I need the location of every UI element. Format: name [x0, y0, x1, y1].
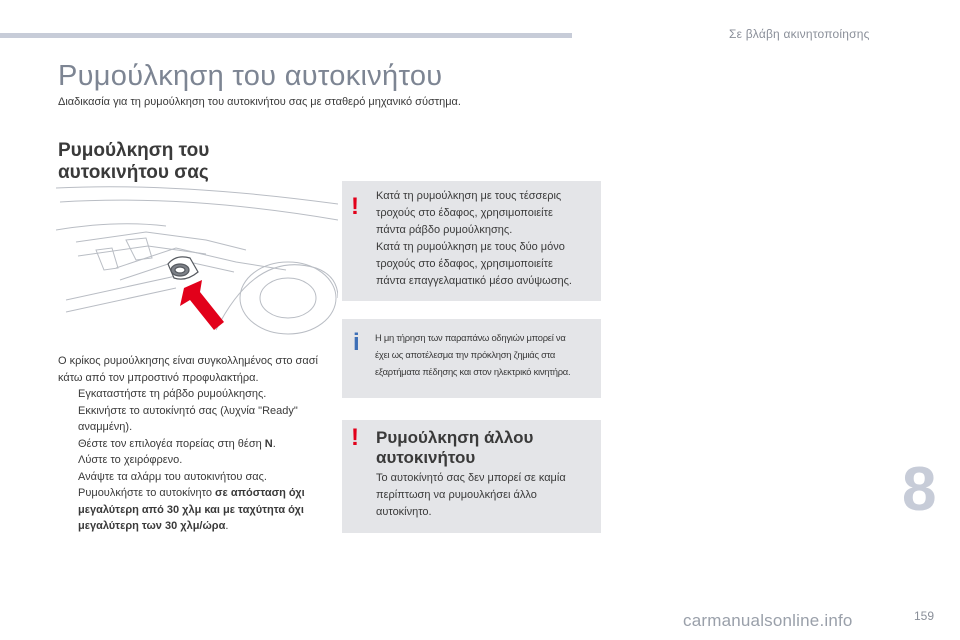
header-rule	[0, 33, 572, 38]
warning-icon: !	[351, 193, 359, 220]
info-icon: i	[353, 329, 360, 356]
bumper-line-2	[60, 200, 338, 220]
wheel-outline	[240, 262, 336, 334]
info-text: Η μη τήρηση των παραπάνω οδηγιών μπορεί να έχει ως αποτέλεσμα την πρόκληση ζημιάς στα εξαρτήματα πέδησης και στον ηλεκτρικό κινητήρα.	[375, 332, 571, 377]
section-header: Σε βλάβη ακινητοποίησης	[729, 27, 870, 41]
warning-box-tow-other-vehicle	[342, 420, 601, 533]
bumper-line-3	[56, 224, 166, 230]
bumper-line-1	[56, 187, 338, 204]
wheel-arch	[216, 265, 338, 330]
section-heading-other-vehicle: Ρυμούλκηση άλλου αυτοκινήτου	[376, 428, 534, 467]
gear-position: N	[264, 437, 273, 450]
page-number: 159	[914, 609, 935, 623]
towing-instructions	[58, 353, 343, 535]
page-subtitle: Διαδικασία για τη ρυμούλκηση του αυτοκινήτου σας με σταθερό μηχανικό σύστημα.	[58, 96, 461, 108]
warning-text: Κατά τη ρυμούλκηση με τους τέσσερις τροχούς στο έδαφος, χρησιμοποιείτε πάντα ράβδο ρυμούλκησης. Κατά τη ρυμούλκηση με τους δύο μόνο τροχούς στο έδαφος, χρησιμοποιείτε πάντα επαγγελαματικό μέσο ανύψωσης.	[376, 190, 572, 287]
info-box-damage	[342, 319, 601, 398]
list-item: Εγκαταστήστε τη ράβδο ρυμούλκησης.	[78, 388, 267, 400]
pointer-arrow	[180, 280, 224, 330]
list-item: Εκκινήστε το αυτοκίνητό σας (λυχνία "Ready" αναμμένη).	[78, 404, 298, 433]
warning-box-towing-method	[342, 181, 601, 301]
list-item: Ανάψτε τα αλάρμ του αυτοκινήτου σας.	[78, 470, 267, 483]
page-title: Ρυμούλκηση του αυτοκινήτου	[58, 60, 443, 92]
list-item: Ρυμουλκήστε το αυτοκίνητο σε απόσταση όχι μεγαλύτερη από 30 χλμ και με ταχύτητα όχι μεγαλύτερη των 30 χλμ/ώρα.	[78, 487, 305, 532]
towing-eye	[168, 257, 198, 279]
list-item: Θέστε τον επιλογέα πορείας στη θέση N.	[78, 437, 276, 450]
warning-icon: !	[351, 424, 359, 451]
wheel-inner	[260, 278, 316, 318]
section-heading-own-vehicle: Ρυμούλκηση του αυτοκινήτου σας	[58, 140, 210, 183]
cross-member-2	[66, 288, 176, 312]
other-vehicle-text: Το αυτοκίνητό σας δεν μπορεί σε καμία περίπτωση να ρυμουλκήσει άλλο αυτοκίνητο.	[376, 472, 566, 518]
towing-eye-illustration	[56, 180, 338, 340]
watermark-text: carmanualsonline.info	[683, 611, 853, 630]
distance-speed-limit: σε απόσταση όχι μεγαλύτερη από 30 χλμ και με ταχύτητα όχι μεγαλύτερη των 30 χλμ/ώρα	[78, 487, 305, 532]
intro-text: Ο κρίκος ρυμούλκησης είναι συγκολλημένος στο σασί κάτω από τον μπροστινό προφυλακτήρα.	[58, 355, 318, 384]
steps-list	[58, 386, 343, 535]
list-item: Λύστε το χειρόφρενο.	[78, 454, 183, 466]
chapter-number: 8	[902, 455, 937, 524]
bracket-2	[96, 248, 118, 270]
